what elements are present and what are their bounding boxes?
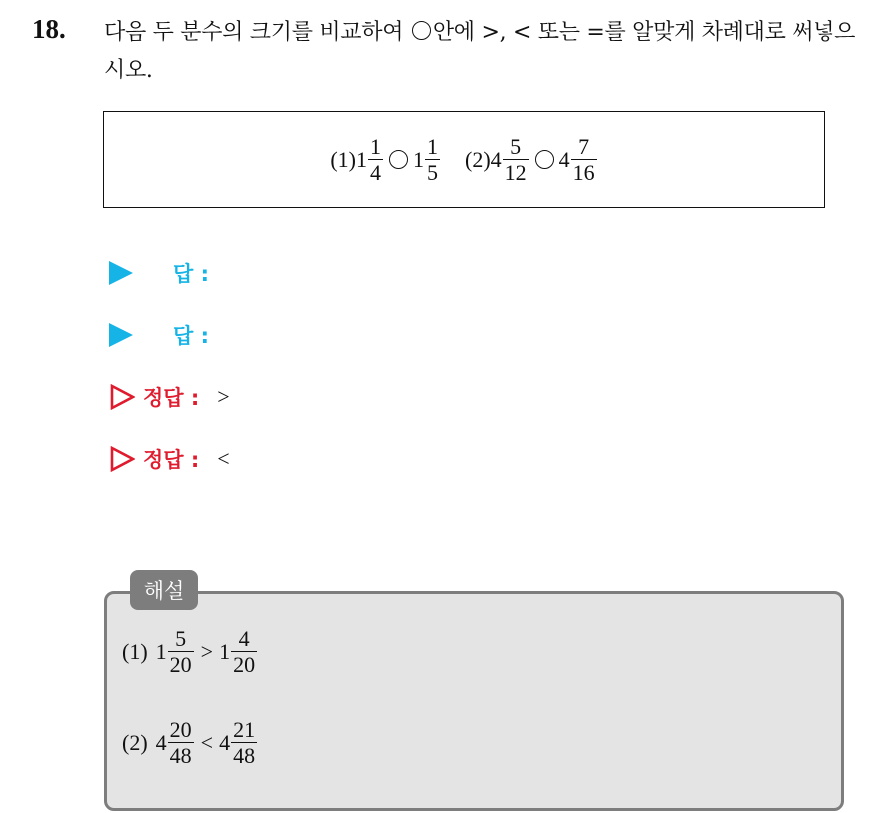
- numerator: 20: [169, 717, 192, 742]
- compare-circle-icon: [389, 150, 408, 169]
- explanation-title: 해설: [130, 570, 198, 610]
- answer-key-row-1: [109, 382, 230, 412]
- explanation-label: (1): [122, 638, 148, 664]
- whole-number: 1: [356, 146, 367, 172]
- whole-number: 1: [155, 638, 167, 664]
- comparison-operator: <: [200, 729, 214, 755]
- answer-key-value: >: [217, 384, 230, 409]
- fraction: [231, 626, 257, 677]
- fraction: [368, 134, 383, 185]
- numerator: 5: [175, 626, 187, 651]
- denominator: 48: [233, 743, 256, 768]
- denominator: 12: [504, 160, 527, 185]
- numerator: 21: [233, 717, 256, 742]
- comparison-operator: >: [200, 638, 214, 664]
- numerator: 5: [510, 134, 522, 159]
- problem-label: (1): [330, 146, 356, 172]
- answer-row-2: [109, 320, 209, 350]
- answer-key-value: <: [217, 446, 230, 471]
- question-text-before: 다음 두 분수의 크기를 비교하여: [104, 20, 404, 45]
- answer-key-row-2: [109, 444, 230, 474]
- problem-2: [465, 134, 598, 185]
- answer-key-label: 정답 :: [143, 448, 200, 472]
- whole-number: 4: [219, 729, 231, 755]
- question-number: 18.: [32, 14, 66, 44]
- denominator: 20: [233, 652, 256, 677]
- numerator: 1: [370, 134, 381, 159]
- numerator: 1: [427, 134, 438, 159]
- fraction: [425, 134, 440, 185]
- question-text-after: 안에 >, < 또는 =를 알맞게 차례대로 써넣으시오.: [104, 20, 856, 83]
- compare-circle-icon: [535, 150, 554, 169]
- whole-number: 1: [413, 146, 424, 172]
- whole-number: 4: [558, 146, 570, 172]
- answer-key-label: 정답 :: [143, 386, 200, 410]
- denominator: 4: [370, 160, 381, 185]
- answer-row-1: [109, 258, 209, 288]
- outline-triangle-icon: [109, 446, 135, 472]
- whole-number: 4: [490, 146, 502, 172]
- explanation-line-1: [122, 626, 258, 677]
- explanation-box: [104, 591, 844, 811]
- explanation-line-2: [122, 717, 258, 768]
- answer-label: 답 :: [173, 262, 209, 286]
- outline-triangle-icon: [109, 384, 135, 410]
- fraction: [571, 134, 597, 185]
- fraction: [168, 626, 194, 677]
- fraction: [503, 134, 529, 185]
- numerator: 7: [578, 134, 590, 159]
- play-triangle-icon: [109, 323, 133, 347]
- whole-number: 1: [219, 638, 231, 664]
- fraction: [231, 717, 257, 768]
- explanation-label: (2): [122, 729, 148, 755]
- question-text: [104, 14, 874, 90]
- denominator: 16: [572, 160, 595, 185]
- answer-label: 답 :: [173, 324, 209, 348]
- problem-1: [330, 134, 441, 185]
- denominator: 48: [169, 743, 192, 768]
- problem-box: [103, 111, 825, 208]
- denominator: 20: [169, 652, 192, 677]
- denominator: 5: [427, 160, 438, 185]
- problem-label: (2): [465, 146, 491, 172]
- play-triangle-icon: [109, 261, 133, 285]
- whole-number: 4: [155, 729, 167, 755]
- blank-circle-icon: [412, 21, 431, 40]
- fraction: [168, 717, 194, 768]
- numerator: 4: [238, 626, 250, 651]
